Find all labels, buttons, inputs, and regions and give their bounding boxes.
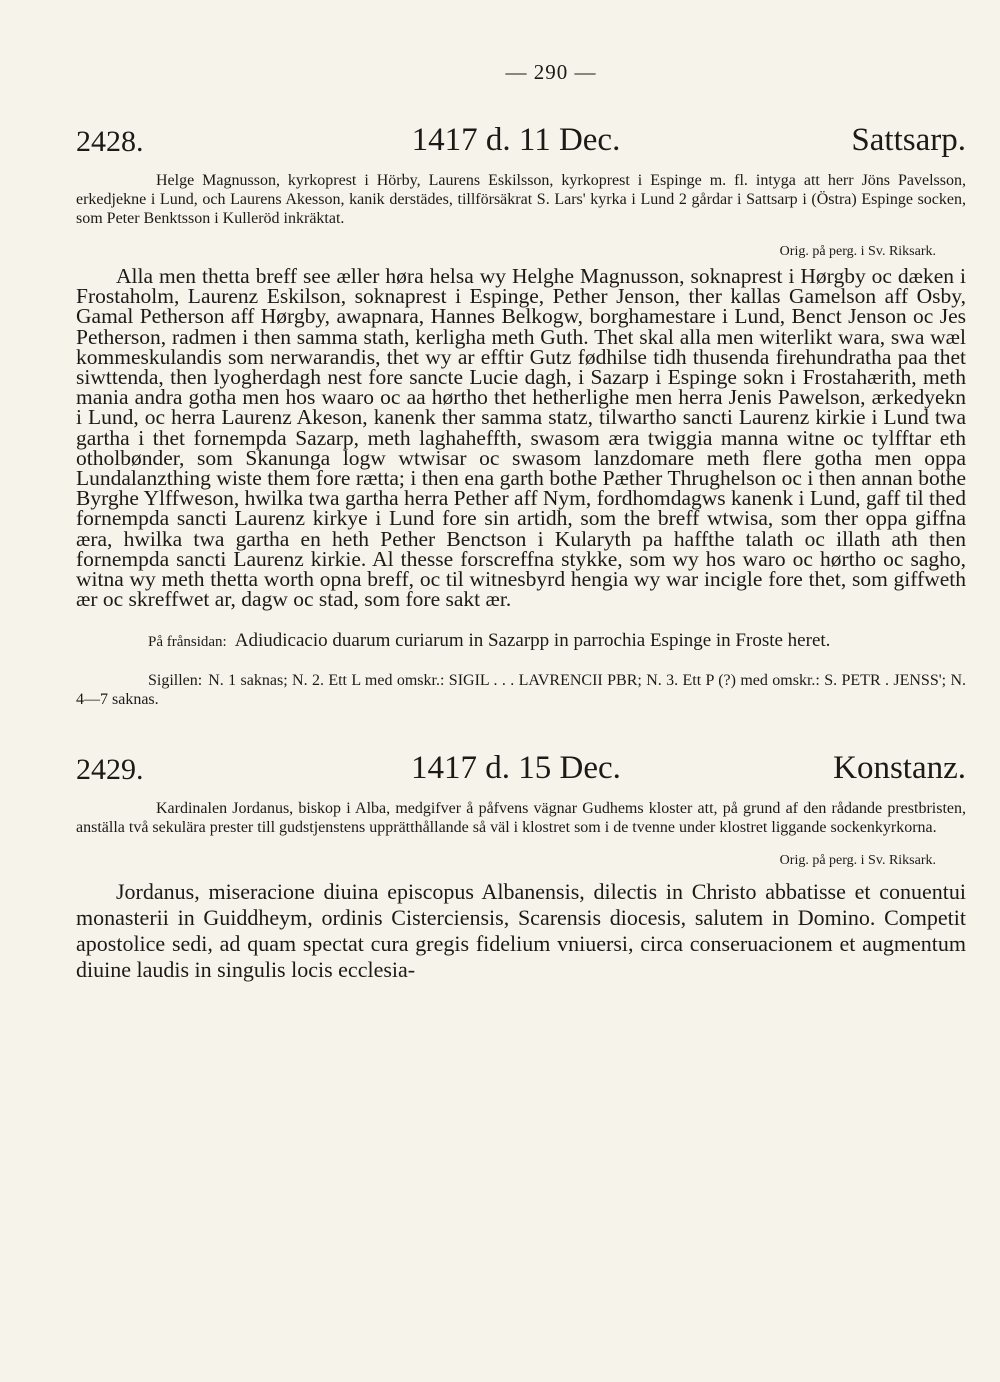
entry-source: Orig. på perg. i Sv. Riksark. bbox=[779, 852, 936, 868]
entry-text: Alla men thetta breff see æller høra helsa wy Helghe Magnusson, soknaprest i Hørgby oc dæken i Frostaholm, Laurenz Eskilson, soknaprest i Espinge, Pether Jenson, ther kallas Gamelson aff Osby, Gamal Petherson aff Hørgby, awapnara, Hannes Belkogw, borghamestare i Lund, Benct Jenson oc Jes Petherson, radmen i then samma stath, kerligha meth Guth. Thet skal alla men witerlikt wara, swa wæl kommeskulandis som nerwarandis, thet wy ar efftir Gutz fødhilse tidh thusenda firehundratha paa thet siwttenda, then lyogherdagh nest fore sancte Lucie dagh, i Sazarp i Espinge sokn i Frostahærith, meth mania andra gotha men hos waaro oc aa hørtho thet hetherlighe men herra Jenis Pawelson, ærkedyekn i Lund, oc herra Laurenz Akeson, kanenk ther samma statz, tilwartho sancti Laurenz kirkie i Lund twa gartha i thet fornempda Sazarp, meth laghaheffth, swasom æra twiggia manna witne oc tylfftar eth otholbønder, som Skanunga logw wtwisar oc swasom lanzdomare meth flere gotha men oppa Lundalanzthing wiste them fore rætta; i then ena garth bothe Pæther Thrughelson oc i then annan bothe Byrghe Ylffweson, hwilka twa gartha herra Pether aff Nym, fordhomdagws kanenk i Lund, gaff til thed fornempda sancti Laurenz kirkye i Lund fore sin artidh, som the breff wtwisa, som ther oppa giffna æra, hwilka twa gartha en heth Pether Benctson i Kularyth pa haffthe talath oc illath ath then fornempda sancti Laurenz kirkie. Al thesse forscreffna stykke, som wy hos waro oc hørtho oc sagho, witna wy meth thetta worth opna breff, oc til witnesbyrd hengia wy war incigle fore thet, som giffweth ær oc skreffwet ar, dagw oc stad, som fore sakt ær. bbox=[76, 264, 966, 612]
entry-summary: Kardinalen Jordanus, biskop i Alba, medgifver å påfvens vägnar Gudhems kloster att, på grund af den rådande prestbristen, anställa två sekulära prester till gudstjenstens upprätthållande så väl i klostret som i de tvenne under klostret liggande sockenkyrkorna. bbox=[76, 799, 966, 836]
document-page bbox=[76, 60, 966, 1005]
entry-source: Orig. på perg. i Sv. Riksark. bbox=[779, 244, 936, 259]
seal-lead: Sigillen: bbox=[148, 671, 203, 689]
entry-seals bbox=[76, 671, 966, 709]
note-text: Adiudicacio duarum curiarum in Sazarpp in parrochia Espinge in Froste heret. bbox=[234, 629, 831, 651]
entry-header bbox=[76, 739, 966, 787]
entry-date: 1417 d. 11 Dec. bbox=[411, 122, 621, 158]
entry-place: Konstanz. bbox=[833, 749, 966, 786]
note-lead: På frånsidan: bbox=[148, 633, 227, 650]
entry-2429 bbox=[76, 739, 966, 983]
page-number: — 290 — bbox=[505, 60, 597, 84]
entry-date: 1417 d. 15 Dec. bbox=[411, 749, 621, 786]
entry-note bbox=[76, 631, 966, 652]
entry-place: Sattsarp. bbox=[851, 122, 966, 158]
entry-number: 2429. bbox=[76, 752, 144, 786]
entry-text: Jordanus, miseracione diuina episcopus Albanensis, dilectis in Christo abbatisse et conuentui monasterii in Guiddheym, ordinis Cisterciensis, Scarensis diocesis, salutem in Domino. Competit apostolice sedi, ad quam spectat cura gregis fidelium vniuersi, circa conseruacionem et augmentum diuine laudis in singulis locis ecclesia- bbox=[76, 878, 966, 982]
entry-header bbox=[76, 111, 966, 159]
entry-number: 2428. bbox=[76, 125, 144, 158]
entry-summary: Helge Magnusson, kyrkoprest i Hörby, Laurens Eskilsson, kyrkoprest i Espinge m. fl. intyga att herr Jöns Pavelsson, erkedjekne i Lund, och Laurens Akesson, kanik derstädes, tillförsäkrat S. Lars' kyrka i Lund 2 gårdar i Sattsarp i (Östra) Espinge socken, som Peter Benktsson i Kulleröd inkräktat. bbox=[76, 172, 966, 227]
seal-text: N. 1 saknas; N. 2. Ett L med omskr.: SIGIL . . . LAVRENCII PBR; N. 3. Ett P (?) med omskr.: S. PETR . JENSS'; N. 4—7 saknas. bbox=[76, 671, 966, 708]
entry-2428 bbox=[76, 111, 966, 709]
